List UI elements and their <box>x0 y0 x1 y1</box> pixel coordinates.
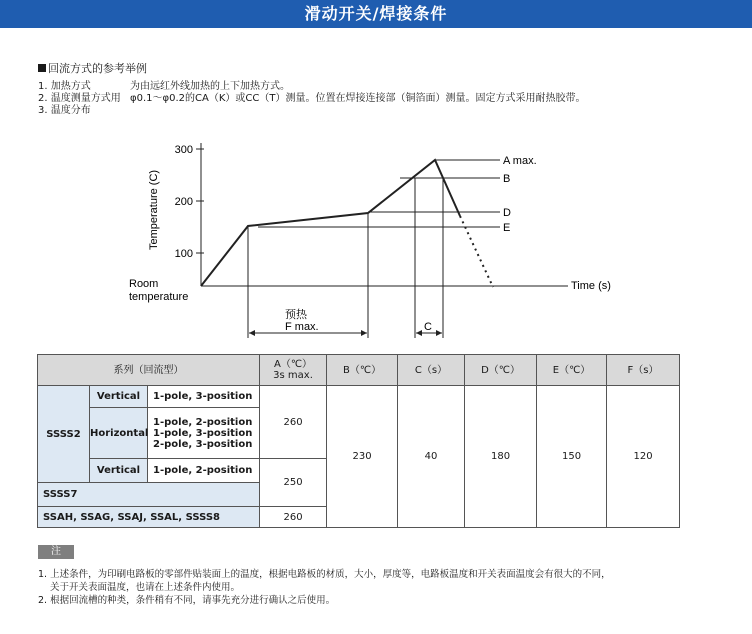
note-line: 1. 上述条件，为印刷电路板的零部件贴装面上的温度，根据电路板的材质，大小，厚度等，电路板温度和开关表面温度会有很大的不同， <box>38 569 611 580</box>
note-line: 关于开关表面温度，也请在上述条件内使用。 <box>50 582 241 593</box>
preheat-label: 预热 <box>285 309 307 321</box>
orientation-cell: Vertical <box>90 386 148 408</box>
level-label-b: B <box>503 173 511 185</box>
soldering-conditions-table <box>37 354 680 528</box>
x-axis-label: Time (s) <box>571 280 611 292</box>
y-tick-label-100: 100 <box>174 248 193 260</box>
room-temp-label-line1: Room <box>129 278 159 290</box>
header-series: 系列（回流型） <box>38 355 260 386</box>
header-a: A（℃） 3s max. <box>260 355 327 386</box>
series-ssss7: SSSS7 <box>38 483 260 507</box>
header-c: C（s） <box>398 355 465 386</box>
a-value-cell: 260 <box>260 386 327 459</box>
c-value-cell: 40 <box>398 386 465 528</box>
arrow-left-icon <box>249 330 255 336</box>
measurement-row: 2. 温度测量方式用 φ0.1～φ0.2的CA（K）或CC（T）测量。位置在焊接连接部（铜箔面）测量。固定方式采用耐热胶带。 <box>38 93 586 104</box>
y-axis-label: Temperature (C) <box>148 169 160 250</box>
a-value-cell: 250 <box>260 459 327 507</box>
header-b: B（℃） <box>327 355 398 386</box>
header-f: F（s） <box>607 355 680 386</box>
arrow-right-icon <box>436 330 442 336</box>
level-label-d: D <box>503 207 511 219</box>
level-label-a: A max. <box>503 155 537 167</box>
y-tick-label-200: 200 <box>174 196 193 208</box>
orientation-cell: Horizontal <box>90 408 148 459</box>
f-value-cell: 120 <box>607 386 680 528</box>
heating-method-row: 1. 加热方式 为由远红外线加热的上下加热方式。 <box>38 81 290 92</box>
level-label-e: E <box>503 222 511 234</box>
series-ssss2: SSSS2 <box>38 386 90 483</box>
position-cell: 1-pole, 2-position <box>148 459 260 483</box>
position-cell: 1-pole, 3-position <box>148 386 260 408</box>
e-value-cell: 150 <box>537 386 607 528</box>
page-title: 滑动开关/焊接条件 <box>0 0 752 28</box>
note-line: 2. 根据回流槽的种类，条件稍有不同，请事先充分进行确认之后使用。 <box>38 595 336 606</box>
b-value-cell: 230 <box>327 386 398 528</box>
position-cell: 1-pole, 2-position 1-pole, 3-position 2-pole, 3-position <box>148 408 260 459</box>
c-interval-label: C <box>424 321 432 333</box>
preheat-fmax-label: F max. <box>285 321 319 333</box>
header-e: E（℃） <box>537 355 607 386</box>
note-tag: 注 <box>38 545 74 559</box>
d-value-cell: 180 <box>465 386 537 528</box>
orientation-cell: Vertical <box>90 459 148 483</box>
series-others: SSAH, SSAG, SSAJ, SSAL, SSSS8 <box>38 507 260 528</box>
room-temp-label-line2: temperature <box>129 291 189 303</box>
temp-distribution-row: 3. 温度分布 <box>38 105 91 116</box>
temperature-profile-line <box>201 160 460 286</box>
header-d: D（℃） <box>465 355 537 386</box>
arrow-right-icon <box>361 330 367 336</box>
section-title: 回流方式的参考举例 <box>38 60 147 76</box>
arrow-left-icon <box>416 330 422 336</box>
y-tick-label-300: 300 <box>174 144 193 156</box>
a-value-cell: 260 <box>260 507 327 528</box>
